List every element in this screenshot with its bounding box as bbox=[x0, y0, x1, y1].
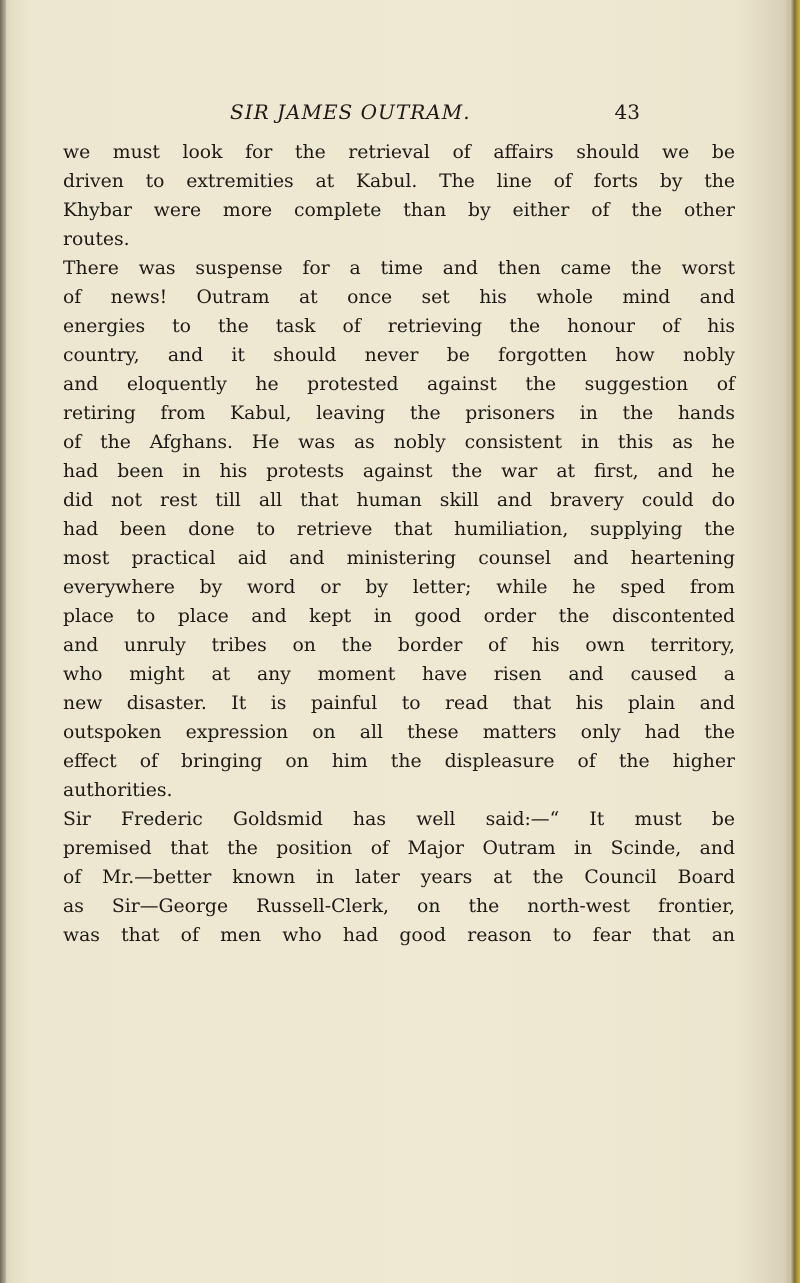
text-line: we must look for the retrieval of affairs should we be bbox=[63, 142, 735, 163]
text-line: energies to the task of retrieving the honour of his bbox=[63, 316, 735, 337]
text-line: was that of men who had good reason to fear that an bbox=[63, 925, 735, 946]
text-line: premised that the position of Major Outram in Scinde, and bbox=[63, 838, 735, 859]
text-line: authorities. bbox=[63, 780, 173, 801]
text-line: outspoken expression on all these matters only had the bbox=[63, 722, 735, 743]
text-line: of news! Outram at once set his whole mind and bbox=[63, 287, 735, 308]
text-line: new disaster. It is painful to read that his plain and bbox=[63, 693, 735, 714]
text-line: Sir Frederic Goldsmid has well said:—“ It must be bbox=[63, 809, 735, 830]
running-head bbox=[160, 100, 640, 130]
body-text bbox=[63, 138, 735, 950]
text-line: Khybar were more complete than by either of the other bbox=[63, 200, 735, 221]
text-line: of the Afghans. He was as nobly consistent in this as he bbox=[63, 432, 735, 453]
text-line: everywhere by word or by letter; while he sped from bbox=[63, 577, 735, 598]
text-line: routes. bbox=[63, 229, 130, 250]
text-line: and eloquently he protested against the suggestion of bbox=[63, 374, 735, 395]
text-line: driven to extremities at Kabul. The line of forts by the bbox=[63, 171, 735, 192]
text-line: who might at any moment have risen and caused a bbox=[63, 664, 735, 685]
text-line: There was suspense for a time and then came the worst bbox=[63, 258, 735, 279]
text-line: and unruly tribes on the border of his own territory, bbox=[63, 635, 735, 656]
page-gilt-edge bbox=[790, 0, 800, 1283]
text-line: place to place and kept in good order the discontented bbox=[63, 606, 735, 627]
text-line: had been done to retrieve that humiliation, supplying the bbox=[63, 519, 735, 540]
page-number: 43 bbox=[614, 100, 640, 124]
page-spine-shadow bbox=[0, 0, 6, 1283]
text-line: had been in his protests against the war at first, and he bbox=[63, 461, 735, 482]
text-line: country, and it should never be forgotten how nobly bbox=[63, 345, 735, 366]
running-head-title: SIR JAMES OUTRAM. bbox=[230, 100, 471, 124]
text-line: of Mr.—better known in later years at the Council Board bbox=[63, 867, 735, 888]
text-line: effect of bringing on him the displeasure of the higher bbox=[63, 751, 735, 772]
text-line: did not rest till all that human skill and bravery could do bbox=[63, 490, 735, 511]
text-line: as Sir—George Russell-Clerk, on the north-west frontier, bbox=[63, 896, 735, 917]
text-line: retiring from Kabul, leaving the prisoners in the hands bbox=[63, 403, 735, 424]
text-line: most practical aid and ministering counsel and heartening bbox=[63, 548, 735, 569]
